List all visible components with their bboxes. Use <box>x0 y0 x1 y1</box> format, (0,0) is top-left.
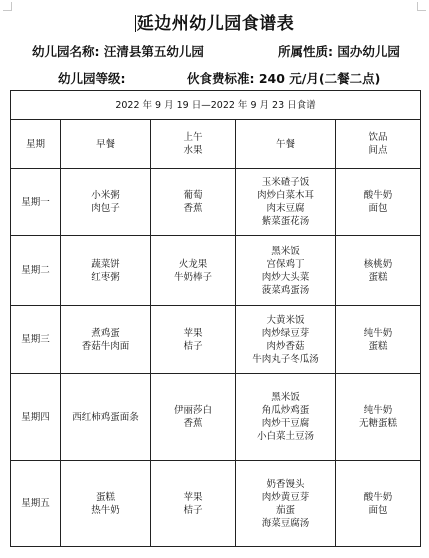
header-lunch: 午餐 <box>236 120 336 169</box>
lunch-cell: 黑米饭 宫保鸡丁 肉炒大头菜 菠菜鸡蛋汤 <box>236 236 336 306</box>
drinks-cell: 酸牛奶 面包 <box>336 461 421 547</box>
meal-fee-value: 240 元/月(二餐二点) <box>258 71 381 86</box>
header-row <box>11 120 421 169</box>
kindergarten-grade <box>58 69 126 87</box>
day-cell: 星期二 <box>11 236 61 306</box>
lunch-cell: 玉米碴子饭 肉炒白菜木耳 肉末豆腐 紫菜蛋花汤 <box>236 169 336 236</box>
drinks-cell: 纯牛奶 蛋糕 <box>336 306 421 374</box>
menu-row-monday <box>11 169 421 236</box>
page-title-text: 延边州幼儿园食谱表 <box>136 14 295 34</box>
morning-fruit-cell: 火龙果 牛奶棒子 <box>151 236 236 306</box>
header-day: 星期 <box>11 120 61 169</box>
kindergarten-name <box>32 42 204 60</box>
day-cell: 星期四 <box>11 374 61 461</box>
morning-fruit-cell: 苹果 桔子 <box>151 461 236 547</box>
meal-fee-label: 伙食费标准: <box>187 71 255 86</box>
breakfast-cell: 蔬菜饼 红枣粥 <box>61 236 151 306</box>
breakfast-cell: 小米粥 肉包子 <box>61 169 151 236</box>
kindergarten-name-label: 幼儿园名称: <box>32 44 100 59</box>
menu-row-friday <box>11 461 421 547</box>
header-morning-fruit: 上午 水果 <box>151 120 236 169</box>
breakfast-cell: 蛋糕 热牛奶 <box>61 461 151 547</box>
kindergarten-name-value: 汪清县第五幼儿园 <box>103 44 204 59</box>
kindergarten-nature <box>278 42 400 60</box>
day-cell: 星期一 <box>11 169 61 236</box>
menu-row-tuesday <box>11 236 421 306</box>
text-cursor <box>135 15 136 32</box>
day-cell: 星期五 <box>11 461 61 547</box>
kindergarten-nature-label: 所属性质: <box>278 44 333 59</box>
header-drinks-snack: 饮品 间点 <box>336 120 421 169</box>
morning-fruit-cell: 伊丽莎白 香蕉 <box>151 374 236 461</box>
drinks-cell: 酸牛奶 面包 <box>336 169 421 236</box>
date-range: 2022 年 9 月 19 日—2022 年 9 月 23 日食谱 <box>11 91 421 120</box>
drinks-cell: 核桃奶 蛋糕 <box>336 236 421 306</box>
menu-table <box>10 90 421 547</box>
breakfast-cell: 西红柿鸡蛋面条 <box>61 374 151 461</box>
meal-fee <box>187 69 380 87</box>
morning-fruit-cell: 葡萄 香蕉 <box>151 169 236 236</box>
page-title <box>0 9 429 34</box>
lunch-cell: 奶香馒头 肉炒黄豆芽 茄蛋 海菜豆腐汤 <box>236 461 336 547</box>
kindergarten-nature-value: 国办幼儿园 <box>337 44 400 59</box>
day-cell: 星期三 <box>11 306 61 374</box>
lunch-cell: 黑米饭 角瓜炒鸡蛋 肉炒干豆腐 小白菜土豆汤 <box>236 374 336 461</box>
menu-row-thursday <box>11 374 421 461</box>
drinks-cell: 纯牛奶 无糖蛋糕 <box>336 374 421 461</box>
breakfast-cell: 煮鸡蛋 香菇牛肉面 <box>61 306 151 374</box>
header-breakfast: 早餐 <box>61 120 151 169</box>
morning-fruit-cell: 苹果 桔子 <box>151 306 236 374</box>
kindergarten-grade-label: 幼儿园等级: <box>58 71 126 86</box>
menu-row-wednesday <box>11 306 421 374</box>
lunch-cell: 大黄米饭 肉炒绿豆芽 肉炒香菇 牛肉丸子冬瓜汤 <box>236 306 336 374</box>
